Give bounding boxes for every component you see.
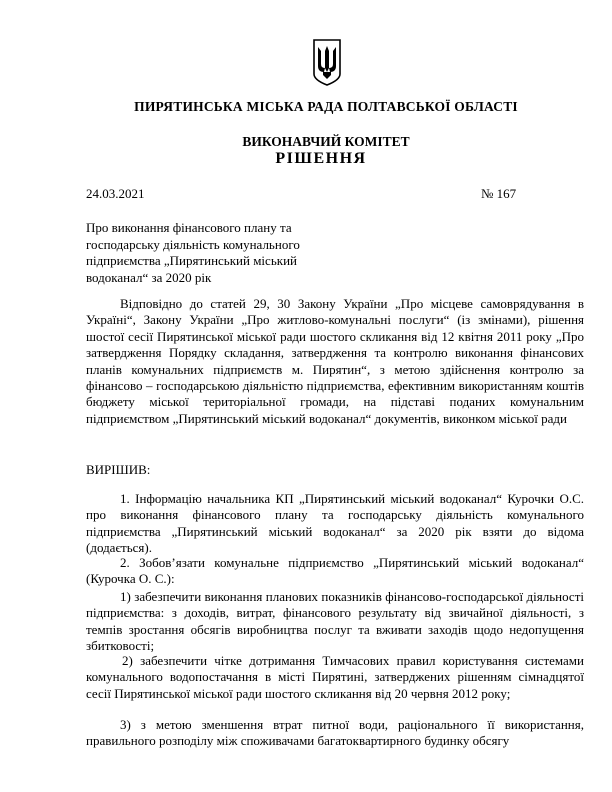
document-number: № 167 xyxy=(481,186,517,201)
trident-emblem-icon xyxy=(312,38,342,86)
item-2-paragraph: 2. Зобов’язати комунальне підприємство „Пирятинський міський водоканал“ (Курочка О. С.): xyxy=(86,555,584,587)
resolve-heading: ВИРІШИВ: xyxy=(86,462,151,477)
item-2-1-paragraph: 1) забезпечити виконання планових показників фінансово-господарської діяльності підприємства: з доходів, витрат, фінансового результату від звичайної діяльності, з темпів зростання обсягів виробництва послуг та вживати заходів щодо недопущення збитковості; xyxy=(86,589,584,654)
preamble-paragraph: Відповідно до статей 29, 30 Закону України „Про місцеве самоврядування в Україні“, Закону України „Про житлово-комунальні послуги“ (із змінами), рішення шостої сесії Пирятинської міської ради шостого скликання від 12 квітня 2011 року „Про затвердження Порядку складання, затвердження та контролю виконання фінансових планів комунальних підприємств м. Пирятин“, з метою здійснення контролю за фінансово – господарською діяльністю підприємства, ефективним використанням коштів бюджету міської територіальної громади, на підставі поданих комунальним підприємством „Пирятинський міський водоканал“ документів, виконком міської ради xyxy=(86,296,584,426)
document-date: 24.03.2021 xyxy=(86,186,145,201)
item-1-paragraph: 1. Інформацію начальника КП „Пирятинський міський водоканал“ Курочки О.С. про виконання фінансового плану та господарську діяльність комунального підприємства „Пирятинський міський водоканал“ за 2020 рік взяти до відома (додається). xyxy=(86,491,584,556)
organization-name: ПИРЯТИНСЬКА МІСЬКА РАДА ПОЛТАВСЬКОЇ ОБЛАСТІ xyxy=(134,99,518,114)
document-type: РІШЕННЯ xyxy=(275,150,367,167)
committee-name: ВИКОНАВЧИЙ КОМІТЕТ xyxy=(242,134,410,149)
item-2-2-paragraph: 2) забезпечити чітке дотримання Тимчасових правил користування системами комунального водопостачання в місті Пирятині, затверджених рішенням сімнадцятої сесії Пирятинської міської ради шостого скликання від 20 червня 2012 року; xyxy=(86,653,584,701)
item-2-3-paragraph: 3) з метою зменшення втрат питної води, раціонального її використання, правильного розподілу між споживачами багатоквартирного будинку обсягу xyxy=(86,717,584,749)
document-subject: Про виконання фінансового плану та господарську діяльність комунального підприємства „Пирятинський міський водоканал“ за 2020 рік xyxy=(86,220,300,285)
